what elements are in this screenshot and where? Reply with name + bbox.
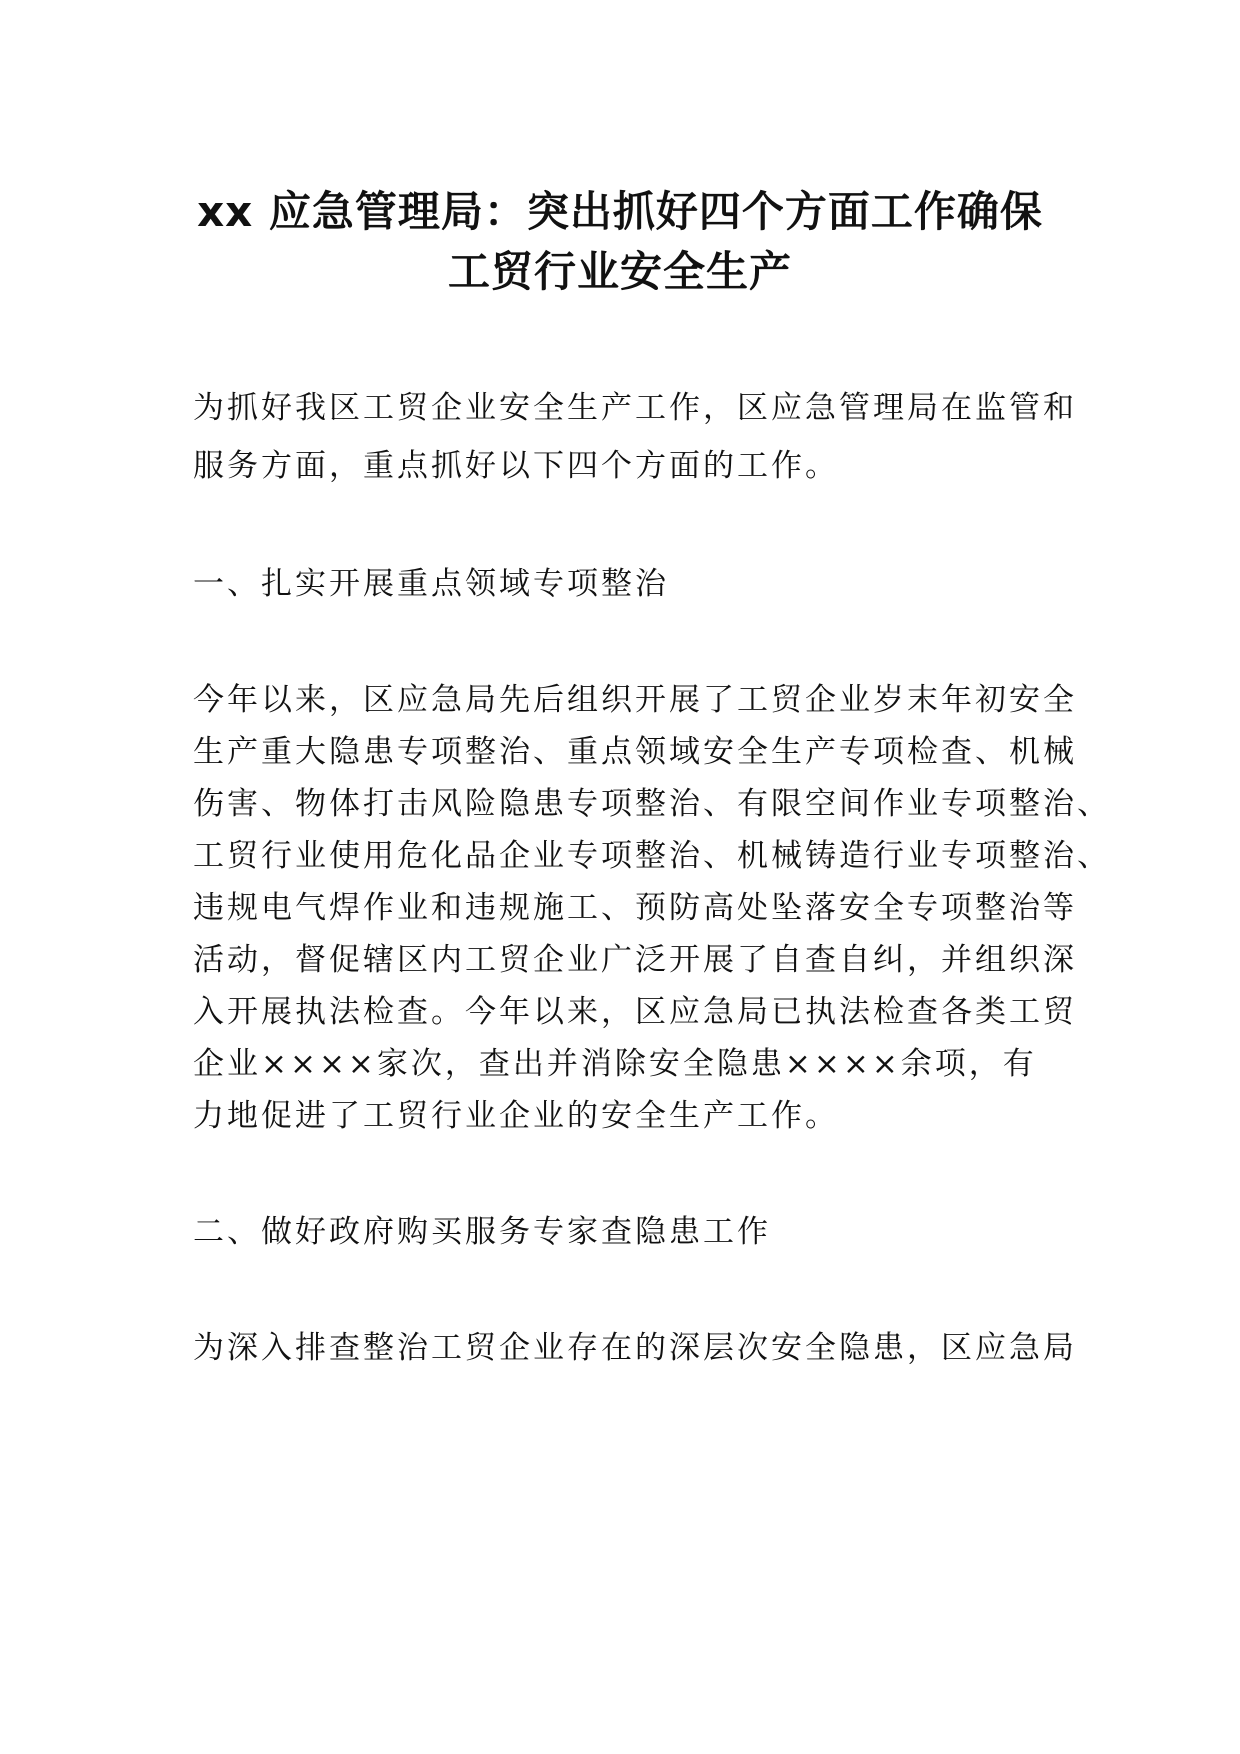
section-2-paragraph-line: 为深入排查整治工贸企业存在的深层次安全隐患，区应急局 — [193, 1330, 1077, 1366]
intro-paragraph-line-1: 为抓好我区工贸企业安全生产工作，区应急管理局在监管和 — [193, 390, 1077, 426]
section-1-paragraph-line: 活动，督促辖区内工贸企业广泛开展了自查自纠，并组织深 — [193, 942, 1077, 978]
intro-paragraph-line-2: 服务方面，重点抓好以下四个方面的工作。 — [193, 448, 839, 484]
section-1-paragraph-line: 今年以来，区应急局先后组织开展了工贸企业岁末年初安全 — [193, 682, 1077, 718]
section-1-heading: 一、扎实开展重点领域专项整治 — [193, 566, 669, 602]
section-2-heading: 二、做好政府购买服务专家查隐患工作 — [193, 1214, 771, 1250]
section-1-paragraph-line: 企业××××家次，查出并消除安全隐患××××余项，有 — [193, 1046, 1037, 1082]
document-title-line-1: xx 应急管理局：突出抓好四个方面工作确保 — [197, 187, 1043, 236]
section-1-paragraph-line: 入开展执法检查。今年以来，区应急局已执法检查各类工贸 — [193, 994, 1077, 1030]
section-1-paragraph-line: 伤害、物体打击风险隐患专项整治、有限空间作业专项整治、 — [193, 786, 1111, 822]
section-1-paragraph-line: 违规电气焊作业和违规施工、预防高处坠落安全专项整治等 — [193, 890, 1077, 926]
section-1-paragraph-line: 力地促进了工贸行业企业的安全生产工作。 — [193, 1098, 839, 1134]
document-title-line-2: 工贸行业安全生产 — [447, 247, 792, 296]
section-1-paragraph-line: 生产重大隐患专项整治、重点领域安全生产专项检查、机械 — [193, 734, 1077, 770]
section-1-paragraph-line: 工贸行业使用危化品企业专项整治、机械铸造行业专项整治、 — [193, 838, 1111, 874]
